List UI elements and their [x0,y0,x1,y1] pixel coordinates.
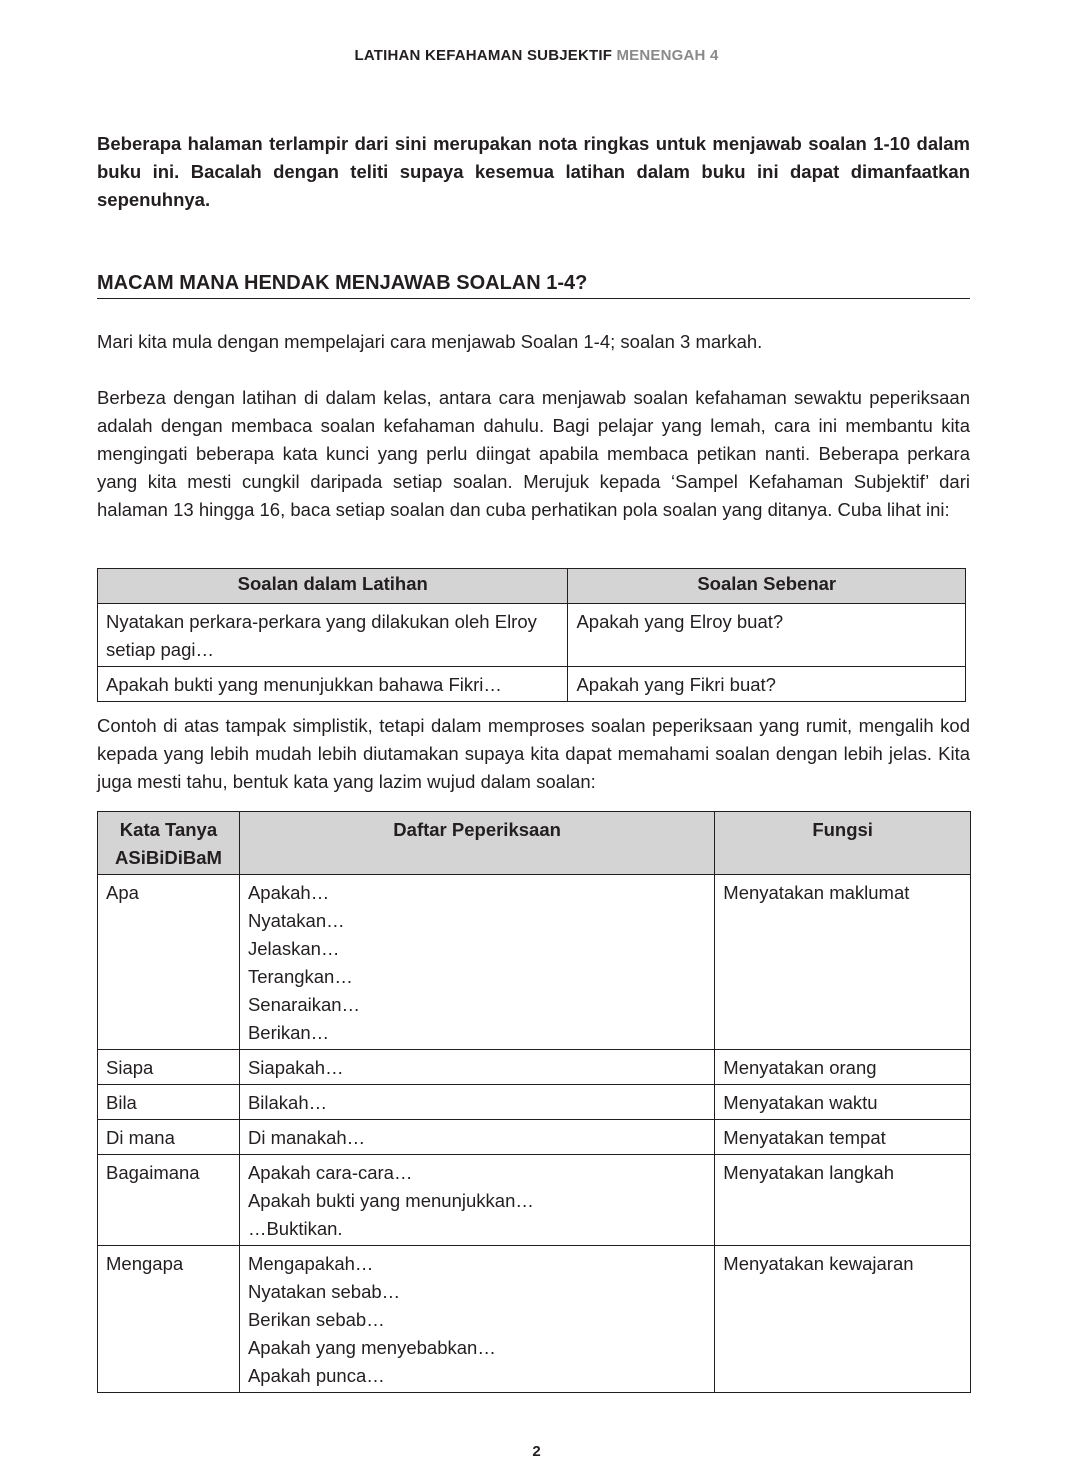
list-item: Berikan sebab… [247,1309,385,1330]
table-cell [239,1120,714,1155]
header-title: LATIHAN KEFAHAMAN SUBJEKTIF [354,47,613,64]
table-cell: Menyatakan kewajaran [715,1246,971,1393]
table-row [98,1085,971,1120]
list-item: Terangkan… [247,966,353,987]
question-conversion-table [97,568,966,702]
table-row [98,875,971,1050]
table-cell: Nyatakan perkara-perkara yang dilakukan oleh Elroy setiap pagi… [98,604,568,667]
list-item: …Buktikan. [247,1218,343,1239]
table-header-row [98,569,966,604]
table-cell: Menyatakan waktu [715,1085,971,1120]
column-header: Kata Tanya ASiBiDiBaM [98,812,240,875]
table-row [98,1246,971,1393]
table-cell: Menyatakan tempat [715,1120,971,1155]
table-row [98,604,966,667]
table-row [98,1120,971,1155]
list-item: Apakah cara-cara… [247,1162,413,1183]
table-header-row [98,812,971,875]
list-item: Nyatakan sebab… [247,1281,401,1302]
list-item: Mengapakah… [247,1253,374,1274]
paragraph-3: Contoh di atas tampak simplistik, tetapi dalam memproses soalan peperiksaan yang rumit, mengalih kod kepada yang lebih mudah lebih diutamakan supaya kita dapat memahami soalan dengan lebih jelas. Kita juga mesti tahu, bentuk kata yang lazim wujud dalam soalan: [97,715,970,792]
list-item: Bilakah… [247,1092,328,1113]
intro-paragraph: Beberapa halaman terlampir dari sini merupakan nota ringkas untuk menjawab soalan 1-10 dalam buku ini. Bacalah dengan teliti supaya kesemua latihan dalam buku ini dapat dimanfaatkan sepenuhnya. [97,133,970,210]
list-item: Jelaskan… [247,938,340,959]
table-cell: Bagaimana [98,1155,240,1246]
paragraph-1: Mari kita mula dengan mempelajari cara menjawab Soalan 1-4; soalan 3 markah. [97,331,763,352]
table-cell: Menyatakan maklumat [715,875,971,1050]
table-row [98,1050,971,1085]
list-item: Nyatakan… [247,910,345,931]
table-cell [239,1246,714,1393]
table-cell: Bila [98,1085,240,1120]
table-cell: Di mana [98,1120,240,1155]
table-cell: Apakah bukti yang menunjukkan bahawa Fikri… [98,667,568,702]
table-cell [239,1050,714,1085]
table-row [98,1155,971,1246]
list-item: Apakah bukti yang menunjukkan… [247,1190,534,1211]
list-item: Di manakah… [247,1127,366,1148]
table-row [98,667,966,702]
list-item: Senaraikan… [247,994,361,1015]
list-item: Siapakah… [247,1057,344,1078]
table-cell: Apakah yang Elroy buat? [568,604,966,667]
list-item: Apakah punca… [247,1365,385,1386]
list-item: Berikan… [247,1022,330,1043]
table-cell: Menyatakan orang [715,1050,971,1085]
question-word-table [97,811,971,1393]
list-item: Apakah yang menyebabkan… [247,1337,496,1358]
table-cell: Siapa [98,1050,240,1085]
table-cell: Menyatakan langkah [715,1155,971,1246]
table-cell [239,875,714,1050]
column-header: Fungsi [715,812,971,875]
table-cell: Mengapa [98,1246,240,1393]
table-cell [239,1155,714,1246]
column-header: Soalan dalam Latihan [98,569,568,604]
table-cell: Apa [98,875,240,1050]
page-number: 2 [532,1443,541,1460]
table-cell [239,1085,714,1120]
section-title: MACAM MANA HENDAK MENJAWAB SOALAN 1-4? [97,272,970,299]
header-subtitle: MENENGAH 4 [616,47,719,64]
paragraph-2: Berbeza dengan latihan di dalam kelas, antara cara menjawab soalan kefahaman sewaktu peperiksaan adalah dengan membaca soalan kefahaman dahulu. Bagi pelajar yang lemah, cara ini membantu kita mengingati beberapa kata kunci yang perlu diingat apabila membaca petikan nanti. Beberapa perkara yang kita mesti cungkil daripada setiap soalan. Merujuk kepada ‘Sampel Kefahaman Subjektif’ dari halaman 13 hingga 16, baca setiap soalan dan cuba perhatikan pola soalan yang ditanya. Cuba lihat ini: [97,387,970,520]
column-header: Daftar Peperiksaan [239,812,714,875]
table-cell: Apakah yang Fikri buat? [568,667,966,702]
column-header: Soalan Sebenar [568,569,966,604]
running-header [0,47,1073,64]
list-item: Apakah… [247,882,330,903]
